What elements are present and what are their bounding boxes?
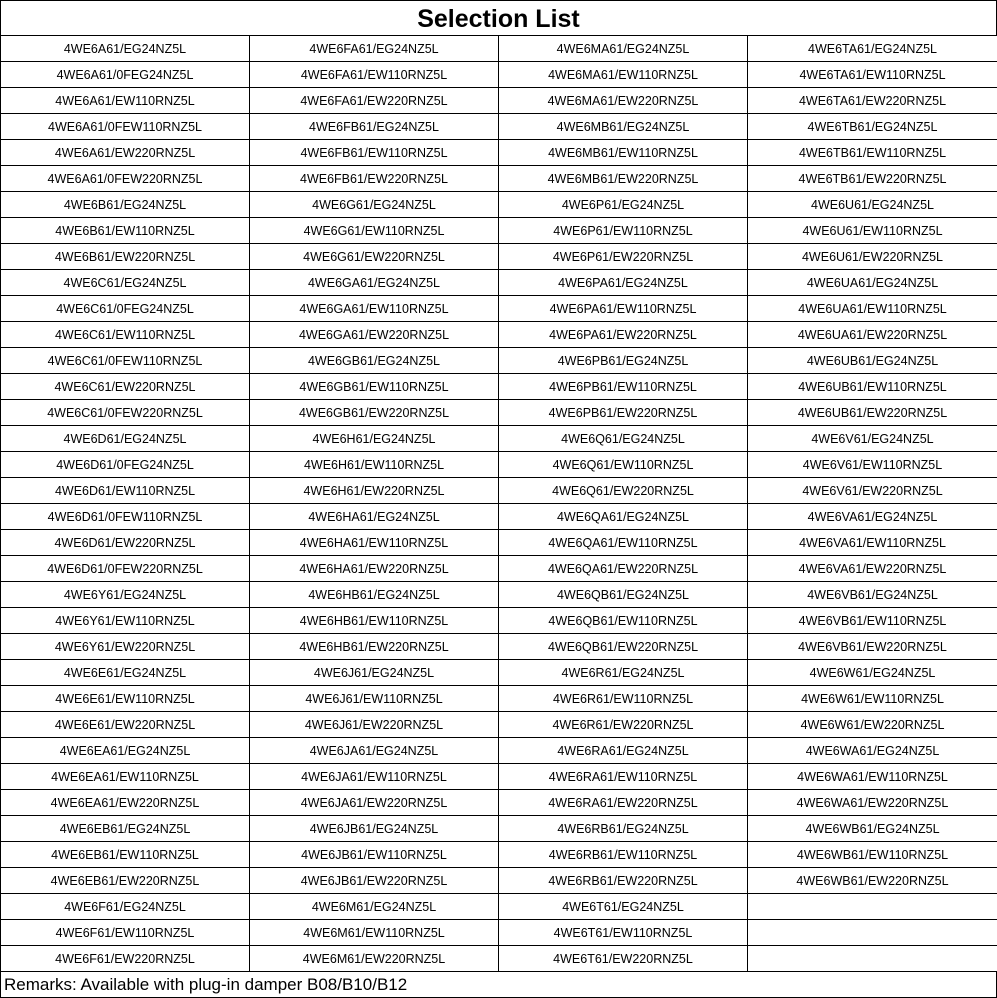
model-code-cell: 4WE6RB61/EG24NZ5L [499,816,748,842]
model-code-cell: 4WE6PB61/EW110RNZ5L [499,374,748,400]
model-code-cell: 4WE6G61/EW220RNZ5L [250,244,499,270]
model-code-cell: 4WE6B61/EG24NZ5L [1,192,250,218]
model-code-cell: 4WE6P61/EW110RNZ5L [499,218,748,244]
table-row [1,400,997,426]
model-code-cell: 4WE6R61/EG24NZ5L [499,660,748,686]
model-code-cell: 4WE6MA61/EW110RNZ5L [499,62,748,88]
model-code-cell: 4WE6MA61/EG24NZ5L [499,36,748,62]
model-code-cell: 4WE6Q61/EW220RNZ5L [499,478,748,504]
table-row [1,894,997,920]
model-code-cell: 4WE6MA61/EW220RNZ5L [499,88,748,114]
model-code-cell: 4WE6RA61/EG24NZ5L [499,738,748,764]
model-code-cell: 4WE6VA61/EG24NZ5L [748,504,997,530]
model-code-cell: 4WE6G61/EW110RNZ5L [250,218,499,244]
model-code-cell: 4WE6FB61/EG24NZ5L [250,114,499,140]
model-code-cell: 4WE6VA61/EW220RNZ5L [748,556,997,582]
model-code-cell: 4WE6J61/EW220RNZ5L [250,712,499,738]
model-code-cell: 4WE6GB61/EW220RNZ5L [250,400,499,426]
model-code-cell: 4WE6PA61/EW110RNZ5L [499,296,748,322]
table-row [1,348,997,374]
model-code-cell: 4WE6EA61/EW110RNZ5L [1,764,250,790]
model-code-cell: 4WE6QB61/EG24NZ5L [499,582,748,608]
model-code-cell: 4WE6Y61/EW110RNZ5L [1,608,250,634]
table-row [1,868,997,894]
table-row [1,608,997,634]
model-code-cell: 4WE6R61/EW220RNZ5L [499,712,748,738]
model-code-cell: 4WE6C61/0FEW220RNZ5L [1,400,250,426]
table-row [1,556,997,582]
model-code-cell: 4WE6WB61/EW220RNZ5L [748,868,997,894]
model-code-cell: 4WE6A61/EG24NZ5L [1,36,250,62]
model-code-cell: 4WE6HB61/EW110RNZ5L [250,608,499,634]
model-code-cell [748,920,997,946]
table-row [1,374,997,400]
model-code-cell: 4WE6QA61/EW220RNZ5L [499,556,748,582]
model-code-cell: 4WE6JB61/EW220RNZ5L [250,868,499,894]
model-code-cell: 4WE6U61/EG24NZ5L [748,192,997,218]
model-code-cell: 4WE6FA61/EW110RNZ5L [250,62,499,88]
model-code-cell: 4WE6QA61/EW110RNZ5L [499,530,748,556]
model-code-cell: 4WE6M61/EG24NZ5L [250,894,499,920]
model-code-cell: 4WE6C61/EW110RNZ5L [1,322,250,348]
table-row [1,62,997,88]
model-code-cell: 4WE6Q61/EG24NZ5L [499,426,748,452]
table-row [1,686,997,712]
model-code-cell: 4WE6HB61/EG24NZ5L [250,582,499,608]
model-code-cell: 4WE6RA61/EW220RNZ5L [499,790,748,816]
model-code-cell: 4WE6M61/EW110RNZ5L [250,920,499,946]
model-code-cell: 4WE6GB61/EW110RNZ5L [250,374,499,400]
model-code-cell: 4WE6JA61/EG24NZ5L [250,738,499,764]
model-code-cell: 4WE6FB61/EW220RNZ5L [250,166,499,192]
model-code-cell: 4WE6GA61/EW110RNZ5L [250,296,499,322]
model-code-cell: 4WE6FA61/EG24NZ5L [250,36,499,62]
table-row [1,166,997,192]
model-code-cell: 4WE6D61/EW110RNZ5L [1,478,250,504]
model-code-cell: 4WE6QA61/EG24NZ5L [499,504,748,530]
model-code-cell: 4WE6P61/EG24NZ5L [499,192,748,218]
model-code-cell: 4WE6VA61/EW110RNZ5L [748,530,997,556]
model-code-cell: 4WE6U61/EW220RNZ5L [748,244,997,270]
model-code-cell: 4WE6PB61/EG24NZ5L [499,348,748,374]
model-code-cell: 4WE6WA61/EG24NZ5L [748,738,997,764]
model-code-cell: 4WE6EB61/EW110RNZ5L [1,842,250,868]
model-code-cell: 4WE6FA61/EW220RNZ5L [250,88,499,114]
table-row [1,712,997,738]
model-code-cell: 4WE6W61/EG24NZ5L [748,660,997,686]
model-code-cell: 4WE6UA61/EW110RNZ5L [748,296,997,322]
model-code-cell: 4WE6EA61/EG24NZ5L [1,738,250,764]
table-row [1,140,997,166]
model-code-cell: 4WE6J61/EW110RNZ5L [250,686,499,712]
model-code-cell: 4WE6M61/EW220RNZ5L [250,946,499,972]
model-code-cell: 4WE6GB61/EG24NZ5L [250,348,499,374]
model-code-cell: 4WE6QB61/EW220RNZ5L [499,634,748,660]
model-code-cell: 4WE6C61/EG24NZ5L [1,270,250,296]
model-code-cell: 4WE6F61/EG24NZ5L [1,894,250,920]
model-code-cell: 4WE6WA61/EW110RNZ5L [748,764,997,790]
model-code-cell: 4WE6C61/0FEG24NZ5L [1,296,250,322]
model-code-cell: 4WE6JA61/EW220RNZ5L [250,790,499,816]
model-code-cell: 4WE6E61/EW220RNZ5L [1,712,250,738]
model-code-cell: 4WE6TA61/EG24NZ5L [748,36,997,62]
model-code-cell: 4WE6U61/EW110RNZ5L [748,218,997,244]
model-code-cell: 4WE6HA61/EG24NZ5L [250,504,499,530]
table-row [1,478,997,504]
model-code-cell: 4WE6F61/EW110RNZ5L [1,920,250,946]
selection-table [0,35,997,972]
page-title: Selection List [0,0,997,36]
model-code-cell: 4WE6VB61/EW220RNZ5L [748,634,997,660]
model-code-cell: 4WE6C61/EW220RNZ5L [1,374,250,400]
model-code-cell: 4WE6V61/EW220RNZ5L [748,478,997,504]
model-code-cell: 4WE6D61/0FEW220RNZ5L [1,556,250,582]
model-code-cell: 4WE6TB61/EG24NZ5L [748,114,997,140]
model-code-cell: 4WE6D61/EG24NZ5L [1,426,250,452]
model-code-cell: 4WE6T61/EG24NZ5L [499,894,748,920]
table-row [1,842,997,868]
model-code-cell: 4WE6TA61/EW220RNZ5L [748,88,997,114]
model-code-cell: 4WE6T61/EW220RNZ5L [499,946,748,972]
model-code-cell: 4WE6G61/EG24NZ5L [250,192,499,218]
model-code-cell: 4WE6WA61/EW220RNZ5L [748,790,997,816]
model-code-cell: 4WE6PB61/EW220RNZ5L [499,400,748,426]
model-code-cell: 4WE6UB61/EG24NZ5L [748,348,997,374]
model-code-cell [748,894,997,920]
model-code-cell: 4WE6RB61/EW220RNZ5L [499,868,748,894]
model-code-cell: 4WE6J61/EG24NZ5L [250,660,499,686]
table-row [1,764,997,790]
table-row [1,920,997,946]
model-code-cell: 4WE6T61/EW110RNZ5L [499,920,748,946]
model-code-cell: 4WE6W61/EW220RNZ5L [748,712,997,738]
table-row [1,816,997,842]
table-row [1,244,997,270]
model-code-cell: 4WE6TB61/EW110RNZ5L [748,140,997,166]
model-code-cell: 4WE6MB61/EG24NZ5L [499,114,748,140]
model-code-cell: 4WE6Y61/EG24NZ5L [1,582,250,608]
model-code-cell: 4WE6UA61/EW220RNZ5L [748,322,997,348]
model-code-cell: 4WE6B61/EW110RNZ5L [1,218,250,244]
model-code-cell: 4WE6JB61/EG24NZ5L [250,816,499,842]
model-code-cell: 4WE6A61/0FEW220RNZ5L [1,166,250,192]
model-code-cell: 4WE6V61/EG24NZ5L [748,426,997,452]
remarks-note: Remarks: Available with plug-in damper B08/B10/B12 [0,971,997,998]
model-code-cell: 4WE6RB61/EW110RNZ5L [499,842,748,868]
model-code-cell: 4WE6H61/EG24NZ5L [250,426,499,452]
model-code-cell: 4WE6VB61/EW110RNZ5L [748,608,997,634]
model-code-cell: 4WE6A61/EW110RNZ5L [1,88,250,114]
model-code-cell: 4WE6GA61/EG24NZ5L [250,270,499,296]
table-row [1,270,997,296]
model-code-cell: 4WE6D61/EW220RNZ5L [1,530,250,556]
table-row [1,114,997,140]
table-row [1,192,997,218]
table-row [1,738,997,764]
model-code-cell: 4WE6E61/EW110RNZ5L [1,686,250,712]
model-code-cell: 4WE6GA61/EW220RNZ5L [250,322,499,348]
model-code-cell: 4WE6R61/EW110RNZ5L [499,686,748,712]
table-row [1,634,997,660]
table-row [1,426,997,452]
model-code-cell: 4WE6WB61/EW110RNZ5L [748,842,997,868]
table-row [1,946,997,972]
model-code-cell: 4WE6EA61/EW220RNZ5L [1,790,250,816]
model-code-cell: 4WE6UB61/EW110RNZ5L [748,374,997,400]
model-code-cell: 4WE6HB61/EW220RNZ5L [250,634,499,660]
table-row [1,36,997,62]
model-code-cell: 4WE6UB61/EW220RNZ5L [748,400,997,426]
table-row [1,296,997,322]
model-code-cell: 4WE6W61/EW110RNZ5L [748,686,997,712]
table-row [1,452,997,478]
model-code-cell: 4WE6D61/0FEG24NZ5L [1,452,250,478]
model-code-cell: 4WE6RA61/EW110RNZ5L [499,764,748,790]
table-row [1,88,997,114]
model-code-cell: 4WE6A61/0FEG24NZ5L [1,62,250,88]
model-code-cell: 4WE6JA61/EW110RNZ5L [250,764,499,790]
model-code-cell: 4WE6P61/EW220RNZ5L [499,244,748,270]
model-code-cell: 4WE6F61/EW220RNZ5L [1,946,250,972]
table-row [1,322,997,348]
model-code-cell: 4WE6FB61/EW110RNZ5L [250,140,499,166]
model-code-cell: 4WE6EB61/EW220RNZ5L [1,868,250,894]
table-row [1,582,997,608]
model-code-cell: 4WE6QB61/EW110RNZ5L [499,608,748,634]
model-code-cell: 4WE6TB61/EW220RNZ5L [748,166,997,192]
table-row [1,218,997,244]
model-code-cell: 4WE6HA61/EW220RNZ5L [250,556,499,582]
model-code-cell: 4WE6UA61/EG24NZ5L [748,270,997,296]
model-code-cell: 4WE6JB61/EW110RNZ5L [250,842,499,868]
model-code-cell: 4WE6D61/0FEW110RNZ5L [1,504,250,530]
model-code-cell: 4WE6PA61/EW220RNZ5L [499,322,748,348]
model-code-cell: 4WE6PA61/EG24NZ5L [499,270,748,296]
model-code-cell: 4WE6C61/0FEW110RNZ5L [1,348,250,374]
table-row [1,660,997,686]
model-code-cell: 4WE6B61/EW220RNZ5L [1,244,250,270]
model-code-cell: 4WE6MB61/EW110RNZ5L [499,140,748,166]
model-code-cell: 4WE6A61/0FEW110RNZ5L [1,114,250,140]
model-code-cell: 4WE6TA61/EW110RNZ5L [748,62,997,88]
model-code-cell [748,946,997,972]
model-code-cell: 4WE6A61/EW220RNZ5L [1,140,250,166]
model-code-cell: 4WE6H61/EW110RNZ5L [250,452,499,478]
model-code-cell: 4WE6Y61/EW220RNZ5L [1,634,250,660]
model-code-cell: 4WE6WB61/EG24NZ5L [748,816,997,842]
model-code-cell: 4WE6HA61/EW110RNZ5L [250,530,499,556]
model-code-cell: 4WE6MB61/EW220RNZ5L [499,166,748,192]
table-row [1,504,997,530]
table-row [1,530,997,556]
model-code-cell: 4WE6E61/EG24NZ5L [1,660,250,686]
model-code-cell: 4WE6Q61/EW110RNZ5L [499,452,748,478]
model-code-cell: 4WE6V61/EW110RNZ5L [748,452,997,478]
model-code-cell: 4WE6VB61/EG24NZ5L [748,582,997,608]
table-row [1,790,997,816]
model-code-cell: 4WE6H61/EW220RNZ5L [250,478,499,504]
model-code-cell: 4WE6EB61/EG24NZ5L [1,816,250,842]
